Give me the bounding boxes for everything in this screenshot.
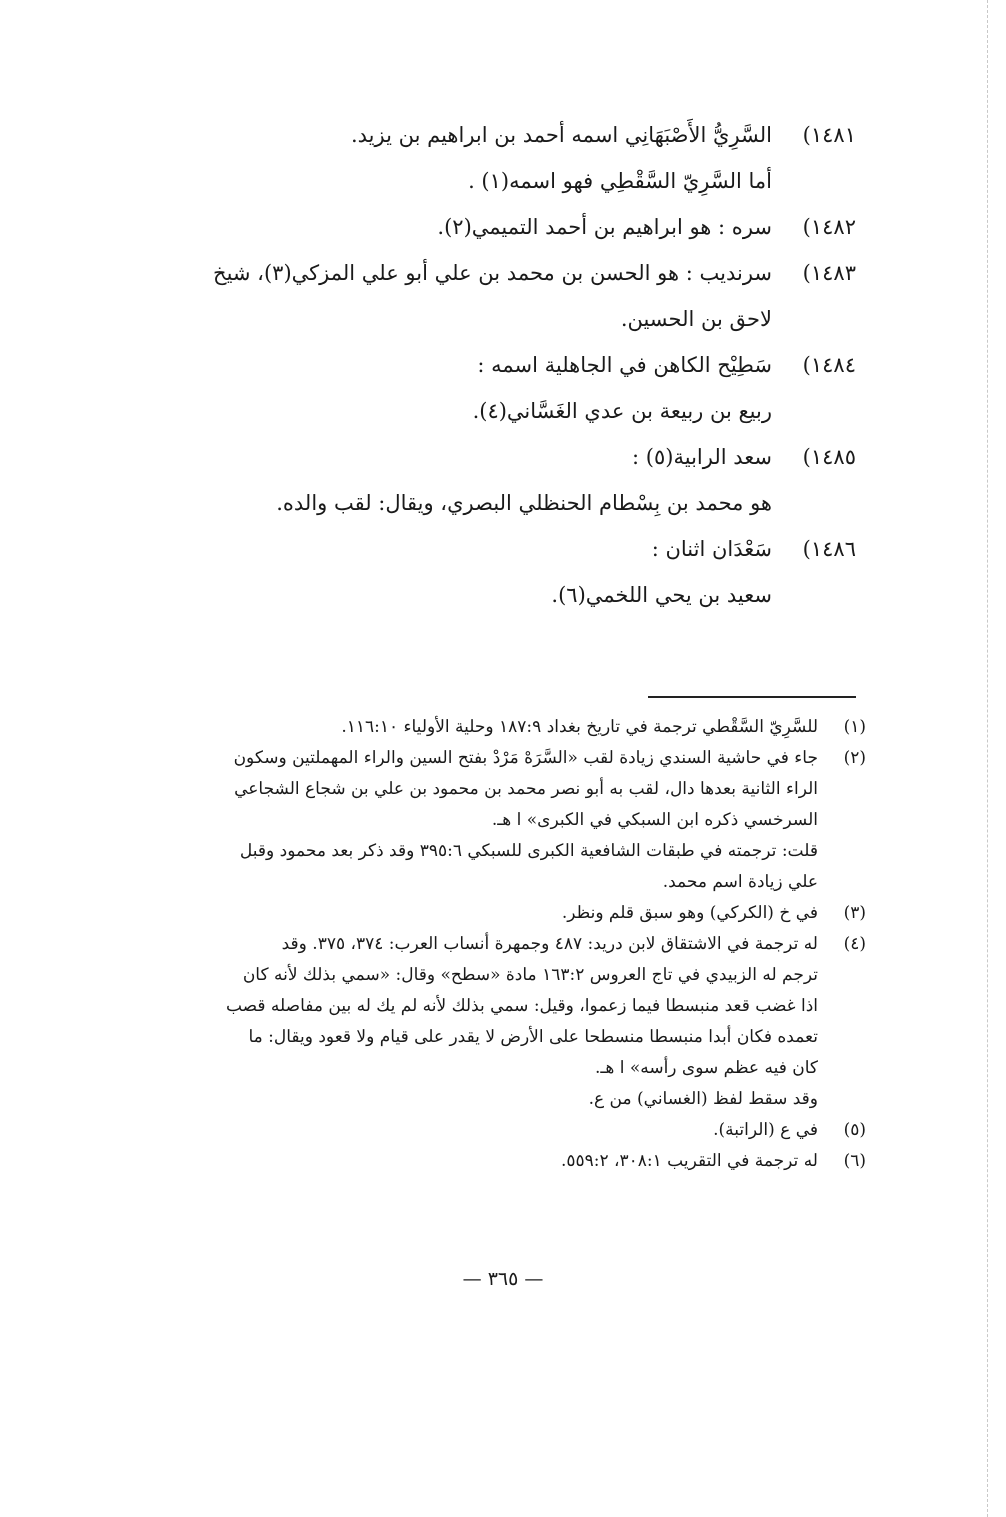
footnote-body bbox=[146, 898, 818, 929]
entry-number: ١٤٨١) bbox=[802, 123, 856, 147]
footnote bbox=[146, 1115, 866, 1146]
entry-body bbox=[156, 250, 772, 342]
entry-body bbox=[156, 526, 772, 618]
footnote bbox=[146, 712, 866, 743]
entry bbox=[156, 250, 856, 342]
entry-number: ١٤٨٣) bbox=[802, 261, 856, 285]
footnote-line: جاء في حاشية السندي زيادة لقب «السَّرَهْ مَرْدْ بفتح السين والراء المهملتين وسكون bbox=[233, 748, 818, 768]
footnote-line: له ترجمة في التقريب ٣٠٨:١، ٥٥٩:٢. bbox=[560, 1151, 818, 1171]
footnote-body bbox=[146, 1115, 818, 1146]
footnote-separator bbox=[648, 696, 856, 698]
footnote bbox=[146, 743, 866, 898]
entry-body bbox=[156, 112, 772, 204]
footnote-line: في خ (الكركي) وهو سبق قلم ونظر. bbox=[561, 903, 818, 923]
entry-line: ربيع بن ربيعة بن عدي الغَسَّاني(٤). bbox=[472, 399, 772, 423]
footnote-line: في ع (الراتبة). bbox=[713, 1120, 818, 1140]
entry-body bbox=[156, 434, 772, 526]
footnotes-list bbox=[146, 712, 866, 1177]
entry-number: ١٤٨٢) bbox=[802, 215, 856, 239]
entry-line: سرنديب : هو الحسن بن محمد بن علي أبو علي المزكي(٣)، شيخ bbox=[213, 261, 772, 285]
entry-body bbox=[156, 342, 772, 434]
footnote-line: كان فيه عظم سوى رأسه» ا هـ. bbox=[594, 1058, 818, 1078]
entry bbox=[156, 526, 856, 618]
footnote-body bbox=[146, 712, 818, 743]
page-number: — ٣٦٥ — bbox=[462, 1268, 544, 1290]
footnote-line: للسَّرِيّ السَّقْطي ترجمة في تاريخ بغداد ١٨٧:٩ وحلية الأولياء ١١٦:١٠. bbox=[341, 717, 818, 737]
footnote bbox=[146, 1146, 866, 1177]
entry-number: ١٤٨٤) bbox=[802, 353, 856, 377]
footnote-line: علي زيادة اسم محمد. bbox=[662, 872, 818, 892]
entry-line: سعد الرابية(٥) : bbox=[632, 445, 772, 469]
footnote-line: له ترجمة في الاشتقاق لابن دريد: ٤٨٧ وجمهرة أنساب العرب: ٣٧٤، ٣٧٥. وقد bbox=[281, 934, 818, 954]
entry-number: ١٤٨٦) bbox=[802, 537, 856, 561]
entry-line: السَّرِيُّ الأَصْبَهَانِي اسمه أحمد بن ابراهيم بن يزيد. bbox=[350, 123, 772, 147]
footnote-line: تعمده فكان أبدا منبسطا منسطحا على الأرض لا يقدر على قيام ولا قعود ويقال: ما bbox=[248, 1027, 818, 1047]
footnote-body bbox=[146, 929, 818, 1115]
entry bbox=[156, 434, 856, 526]
footnote bbox=[146, 898, 866, 929]
footnote-line: اذا غضب قعد منبسطا فيما زعموا، وقيل: سمي بذلك لأنه لم يك له بين مفاصله قصب bbox=[225, 996, 818, 1016]
entry-number: ١٤٨٥) bbox=[802, 445, 856, 469]
entry-line: سَطِيْح الكاهن في الجاهلية اسمه : bbox=[477, 353, 772, 377]
footnote-line: ترجم له الزبيدي في تاج العروس ١٦٣:٢ مادة «سطح» وقال: «سمي بذلك لأنه كان bbox=[242, 965, 818, 985]
entry-body bbox=[156, 204, 772, 250]
footnote-number: (٤) bbox=[843, 934, 866, 954]
footnote-number: (٦) bbox=[843, 1151, 866, 1171]
entry bbox=[156, 112, 856, 204]
footnote-number: (٥) bbox=[843, 1120, 866, 1140]
entry-line: سَعْدَان اثنان : bbox=[651, 537, 772, 561]
footnote-body bbox=[146, 1146, 818, 1177]
footnote-number: (١) bbox=[843, 717, 866, 737]
entry-line: أما السَّرِيّ السَّقْطِي فهو اسمه(١) . bbox=[468, 169, 772, 193]
entry-line: هو محمد بن بِسْطام الحنظلي البصري، ويقال: لقب والده. bbox=[276, 491, 772, 515]
footnote-line: وقد سقط لفظ (الغساني) من ع. bbox=[588, 1089, 818, 1109]
footnote-line: السرخسي ذكره ابن السبكي في الكبرى» ا هـ. bbox=[491, 810, 818, 830]
footnote bbox=[146, 929, 866, 1115]
entries-list bbox=[156, 112, 856, 618]
entry bbox=[156, 204, 856, 250]
entry-line: سره : هو ابراهيم بن أحمد التميمي(٢). bbox=[437, 215, 772, 239]
footnote-line: الراء الثانية بعدها دال، لقب به أبو نصر محمد بن محمود بن علي بن شجاع الشجاعي bbox=[234, 779, 818, 799]
entry-line: سعيد بن يحي اللخمي(٦). bbox=[551, 583, 772, 607]
footnote-number: (٣) bbox=[843, 903, 866, 923]
entry-line: لاحق بن الحسين. bbox=[620, 307, 772, 331]
footnote-number: (٢) bbox=[843, 748, 866, 768]
footnote-body bbox=[146, 743, 818, 898]
footnote-line: قلت: ترجمته في طبقات الشافعية الكبرى للسبكي ٣٩٥:٦ وقد ذكر بعد محمود وقبل bbox=[239, 841, 818, 861]
entry bbox=[156, 342, 856, 434]
